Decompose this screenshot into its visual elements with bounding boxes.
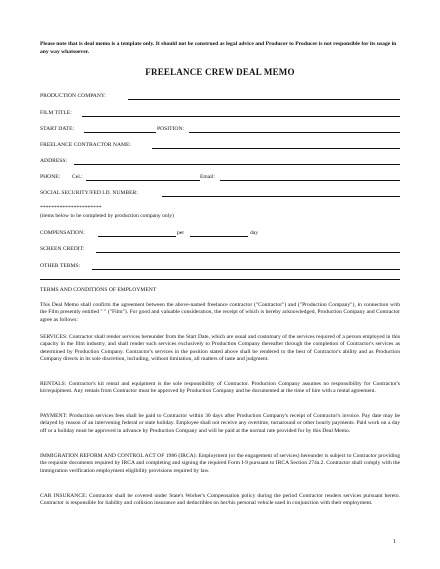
ssn-field[interactable] (162, 196, 400, 197)
car-insurance-paragraph: CAR INSURANCE: Contractor shall be covered under State's Worker's Compensation policy during the period Contractor renders services pursuant hereto. Contractor is responsible for liability and collision insurance and deductibles on her/his personal vehicle used in conjunction with their employment. (40, 493, 400, 507)
other-terms-field[interactable] (92, 269, 400, 270)
cel-field[interactable] (86, 180, 200, 181)
page-number: 1 (393, 539, 396, 545)
divider-stars: ********************** (40, 205, 102, 211)
phone-label: PHONE: (40, 174, 61, 180)
position-label: POSITION: (157, 126, 185, 132)
other-terms-field-2[interactable] (40, 279, 400, 280)
production-company-field[interactable] (128, 99, 400, 100)
compensation-period-field[interactable] (190, 236, 248, 237)
position-field[interactable] (189, 132, 400, 133)
film-title-field[interactable] (82, 116, 400, 117)
address-field[interactable] (74, 164, 400, 165)
address-label: ADDRESS: (40, 158, 68, 164)
screen-credit-field[interactable] (96, 252, 400, 253)
day-label: day (250, 230, 259, 236)
immigration-paragraph: IMMIGRATION REFORM AND CONTROL ACT OF 1986 (IRCA): Employment (or the engagement of services) hereunder is subject to Contractor providing the requisite documents required by IRCA and completing and signing the required Form I-9 pursuant to IRCA Section 274a.2. Contractor shall comply with the immigration verification employment eligibility provisions required by law. (40, 453, 400, 474)
start-date-label: START DATE: (40, 126, 75, 132)
compensation-amount-field[interactable] (98, 236, 176, 237)
per-label: per (177, 230, 185, 236)
film-title-label: FILM TITLE: (40, 110, 72, 116)
page-title: FREELANCE CREW DEAL MEMO (145, 67, 295, 77)
ssn-label: SOCIAL SECURITY/FED I.D. NUMBER: (40, 190, 138, 196)
compensation-label: COMPENSATION: (40, 230, 85, 236)
rentals-paragraph: RENTALS: Contractor's kit rental and equipment is the sole responsibility of Contractor. Production Company assumes no responsibility for Contractor's kit/equipment. Any rentals from Contractor must be approved by Production Company and be documented at the time of hire with a rental agreement. (40, 381, 400, 395)
cel-label: Cel.: (72, 174, 83, 180)
production-only-note: (items below to be completed by production company only) (40, 213, 174, 219)
other-terms-label: OTHER TERMS: (40, 263, 81, 269)
contractor-name-field[interactable] (152, 148, 400, 149)
email-field[interactable] (220, 180, 400, 181)
template-notice: Please note that is deal memo is a template only. It should not be construed as legal advice and Producer to Producer is not responsible for its usage in any way whatsoever. (40, 41, 397, 55)
start-date-field[interactable] (84, 132, 156, 133)
screen-credit-label: SCREEN CREDIT: (40, 246, 85, 252)
email-label: Email: (200, 174, 215, 180)
contractor-name-label: FREELANCE CONTRACTOR NAME: (40, 142, 131, 148)
terms-heading: TERMS AND CONDITIONS OF EMPLOYMENT (40, 287, 157, 293)
services-paragraph: SERVICES: Contractor shall render services hereunder from the Start Date, which are usual and customary of the services required of a person employed in this capacity in the film industry, and shall render such services exclusively to Production Company thereafter through the completion of Contractor's services as determined by Production Company. Contractor's services in the position stated above shall be rendered to the best of Contractor's ability and as Production Company directs in its sole discretion, including, without limitation, all matters of taste and judgment. (40, 334, 400, 362)
production-company-label: PRODUCTION COMPANY: (40, 93, 106, 99)
payment-paragraph: PAYMENT: Production services fees shall be paid to Contractor within 30 days after Production Company's receipt of Contractor's invoice. Pay date may be delayed by reason of an intervening federal or state holiday. Employee shall not receive any overtime, turnaround or other hourly payments. Paid work on a day off or a holiday must be approved in advance by Production Company and will be paid at the normal rate provided for by this Deal Memo. (40, 413, 400, 434)
intro-paragraph: This Deal Memo shall confirm the agreement between the above-named freelance contractor ("Contractor") and ("Production Company"), in connection with the Film presently entitled " " ("Film"). For good and valuable consideration, the receipt of which is hereby acknowledged, Production Company and Contractor agree as follows: (40, 302, 400, 323)
